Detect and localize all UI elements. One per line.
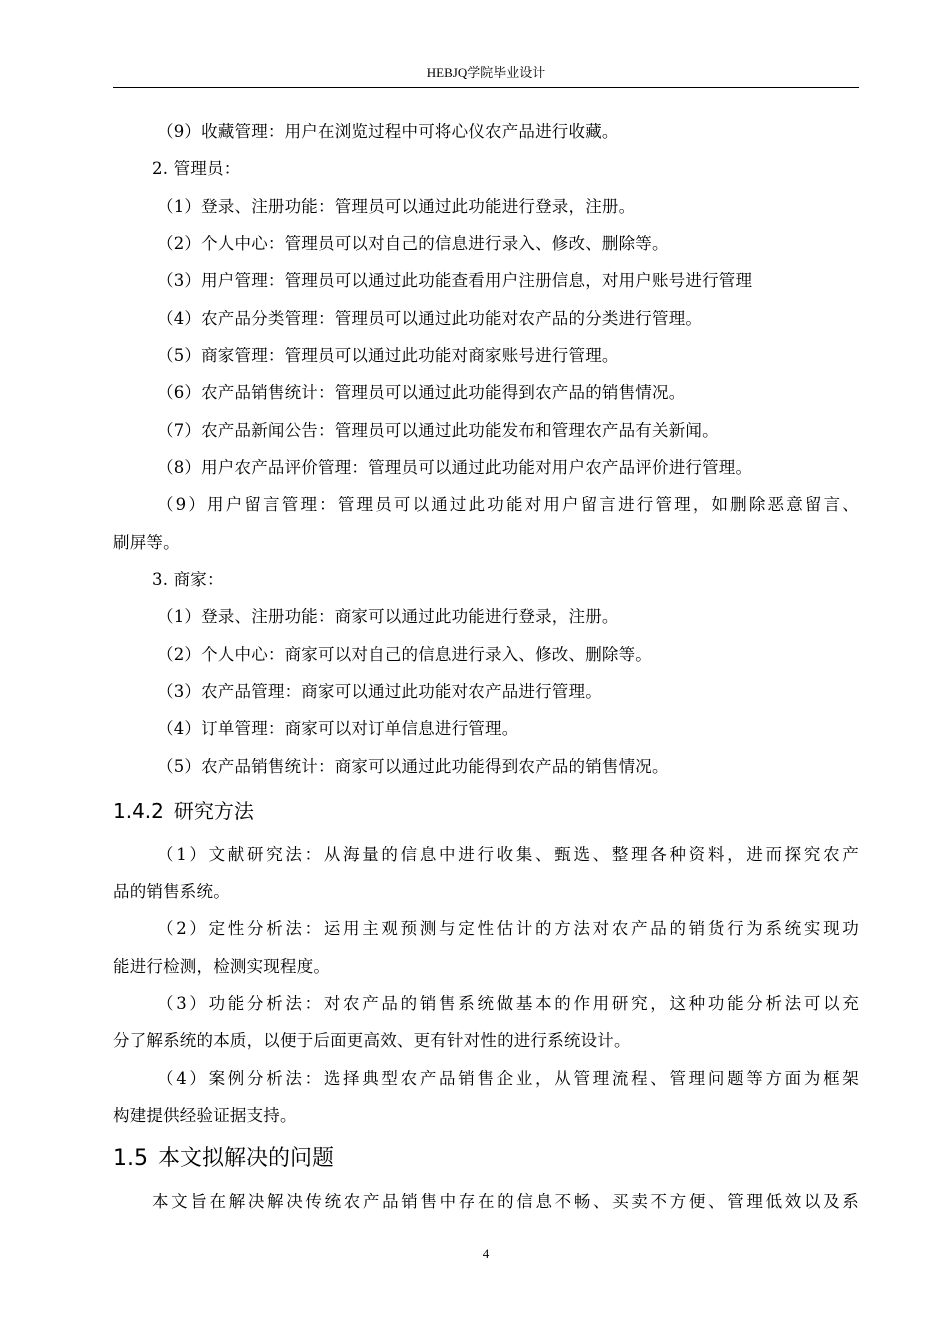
text-line: （4）订单管理：商家可以对订单信息进行管理。: [157, 719, 519, 738]
section-heading-1-5: [113, 1145, 334, 1173]
text-line: 2. 管理员：: [152, 159, 241, 178]
text-line: （4）案例分析法：选择典型农产品销售企业，从管理流程、管理问题等方面为框架: [157, 1069, 859, 1088]
section-title: 研究方法: [173, 799, 254, 823]
header-divider: [113, 87, 859, 88]
text-line: 本文旨在解决解决传统农产品销售中存在的信息不畅、买卖不方便、管理低效以及系: [152, 1192, 859, 1211]
text-line: （4）农产品分类管理：管理员可以通过此功能对农产品的分类进行管理。: [157, 309, 703, 328]
section-number: 1.5: [113, 1146, 148, 1171]
text-line: （5）农产品销售统计：商家可以通过此功能得到农产品的销售情况。: [157, 757, 669, 776]
text-line: 构建提供经验证据支持。: [113, 1106, 297, 1125]
text-line: （2）个人中心：商家可以对自己的信息进行录入、修改、删除等。: [157, 645, 652, 664]
text-line: （2）个人中心：管理员可以对自己的信息进行录入、修改、删除等。: [157, 234, 669, 253]
text-line: （6）农产品销售统计：管理员可以通过此功能得到农产品的销售情况。: [157, 383, 686, 402]
text-line: （5）商家管理：管理员可以通过此功能对商家账号进行管理。: [157, 346, 619, 365]
text-line: 分了解系统的本质，以便于后面更高效、更有针对性的进行系统设计。: [113, 1031, 631, 1050]
text-line: （1）文献研究法：从海量的信息中进行收集、甄选、整理各种资料，进而探究农产: [157, 845, 859, 864]
text-line: （9）用户留言管理：管理员可以通过此功能对用户留言进行管理，如删除恶意留言、: [157, 495, 859, 514]
page-header: HEBJQ学院毕业设计: [426, 65, 546, 80]
text-line: （9）收藏管理：用户在浏览过程中可将心仪农产品进行收藏。: [157, 122, 619, 141]
text-line: （1）登录、注册功能：管理员可以通过此功能进行登录，注册。: [157, 197, 636, 216]
text-line: （1）登录、注册功能：商家可以通过此功能进行登录，注册。: [157, 607, 619, 626]
section-title: 本文拟解决的问题: [158, 1146, 335, 1171]
text-line: 能进行检测，检测实现程度。: [113, 957, 331, 976]
text-line: （2）定性分析法：运用主观预测与定性估计的方法对农产品的销货行为系统实现功: [157, 919, 859, 938]
section-heading-1-4-2: [113, 797, 254, 825]
text-line: （3）农产品管理：商家可以通过此功能对农产品进行管理。: [157, 682, 602, 701]
text-line: 刷屏等。: [113, 533, 180, 552]
text-line: 品的销售系统。: [113, 882, 230, 901]
text-line: （7）农产品新闻公告：管理员可以通过此功能发布和管理农产品有关新闻。: [157, 421, 719, 440]
text-line: （3）用户管理：管理员可以通过此功能查看用户注册信息，对用户账号进行管理: [157, 271, 753, 290]
text-line: （8）用户农产品评价管理：管理员可以通过此功能对用户农产品评价进行管理。: [157, 458, 753, 477]
section-number: 1.4.2: [113, 799, 164, 823]
page-number: 4: [482, 1246, 490, 1261]
text-line: 3. 商家：: [152, 570, 224, 589]
text-line: （3）功能分析法：对农产品的销售系统做基本的作用研究，这种功能分析法可以充: [157, 994, 859, 1013]
